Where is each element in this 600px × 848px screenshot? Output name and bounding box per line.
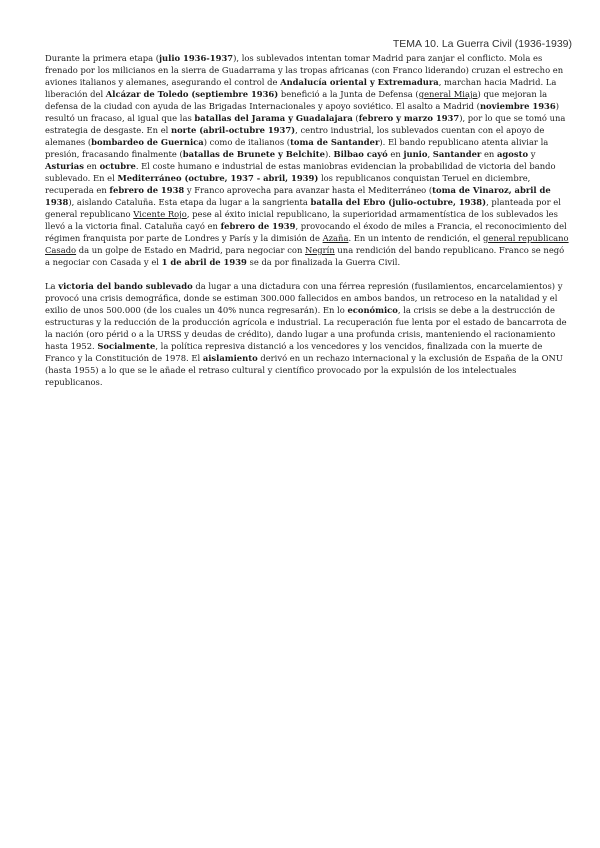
text-run: en xyxy=(387,149,404,159)
bold-text: batallas del Jarama y Guadalajara xyxy=(194,113,353,123)
bold-text: toma de Santander xyxy=(290,137,380,147)
text-run: ), aislando Cataluña. Esta etapa da lugar a la sangrienta xyxy=(68,197,311,207)
bold-text: norte (abril-octubre 1937) xyxy=(171,125,296,135)
bold-text: agosto xyxy=(497,149,529,159)
text-run: . En un intento de rendición, el xyxy=(348,233,484,243)
underlined-name: general Miaja xyxy=(418,89,478,99)
text-run: una rendición del bando republicano. Franco se negó a negociar con Casada y el xyxy=(45,245,565,267)
bold-text: Mediterráneo (octubre, 1937 - abril, 1939) xyxy=(117,173,319,183)
text-run: , marchan hacia Madrid. La liberación del xyxy=(45,77,557,99)
text-run: Durante la primera etapa ( xyxy=(45,53,160,63)
text-run: , la política represiva distanció a los vencedores y los vencidos, finalizada con la muerte de Franco y la Constitución de 1978. El xyxy=(45,341,543,363)
bold-text: julio 1936-1937 xyxy=(159,53,234,63)
text-run: , pese al éxito inicial republicano, la superioridad armamentística de los sublevados les llevó a la victoria final. Cataluña cayó en xyxy=(45,209,558,231)
bold-text: batalla del Ebro (julio-octubre, 1938) xyxy=(310,197,487,207)
bold-text: noviembre 1936 xyxy=(479,101,556,111)
text-run: ). xyxy=(324,149,334,159)
bold-text: económico xyxy=(347,305,398,315)
text-run: , la crisis se debe a la destrucción de estructuras y la reducción de la producción agrícola e industrial. La recuperación fue lenta por el estado de bancarrota de la nación (oro périd o a la URSS y deudas de crédito), dando lugar a una profunda crisis, manteniendo el racionamiento hasta 1952. xyxy=(45,305,567,351)
text-run: los republicanos conquistan Teruel en diciembre, recuperada en xyxy=(45,173,531,195)
bold-text: Socialmente xyxy=(97,341,156,351)
bold-text: Andalucía oriental y Extremadura xyxy=(280,77,439,87)
paragraph-2 xyxy=(45,280,569,388)
text-run: ). El bando republicano atenta aliviar la presión, fracasando finalmente ( xyxy=(45,137,549,159)
underlined-name: general republicano Casado xyxy=(45,233,569,255)
document-body xyxy=(45,52,569,400)
text-run: ) que mejoran la defensa de la ciudad con ayuda de las Brigadas Internacionales y apoyo soviético. El asalto a Madrid ( xyxy=(45,89,548,111)
bold-text: 1 de abril de 1939 xyxy=(161,257,247,267)
text-run: ), los sublevados intentan tomar Madrid para zanjar el conflicto. Mola es frenado por los milicianos en la sierra de Guadarrama y las tropas africanas (con Franco liderando) cruzan el estrecho en aviones italianos y alemanes, asegurando el control de xyxy=(45,53,564,87)
bold-text: febrero de 1938 xyxy=(109,185,185,195)
bold-text: bombardeo de Guernica xyxy=(91,137,204,147)
bold-text: aislamiento xyxy=(202,353,258,363)
text-run: se da por finalizada la Guerra Civil. xyxy=(246,257,401,267)
bold-text: febrero y marzo 1937 xyxy=(358,113,460,123)
bold-text: Bilbao cayó xyxy=(333,149,388,159)
underlined-name: Vicente Rojo xyxy=(133,209,187,219)
text-run: y xyxy=(528,149,536,159)
text-run: , provocando el éxodo de miles a Francia, el reconocimiento del régimen franquista por parte de Londres y París y la dimisión de xyxy=(45,221,567,243)
text-run: da lugar a una dictadura con una férrea represión (fusilamientos, encarcelamientos) y provocó una crisis demográfica, donde se estiman 300.000 fallecidos en ambos bandos, un retroceso en la natalidad y el exilio de unos 500.000 (de los cuales un 40% nunca regresarán). En lo xyxy=(45,281,563,315)
text-run: y Franco aprovecha para avanzar hasta el Mediterráneo ( xyxy=(184,185,433,195)
underlined-name: Negrín xyxy=(305,245,335,255)
text-run: benefició a la Junta de Defensa ( xyxy=(278,89,419,99)
bold-text: Alcázar de Toledo (septiembre 1936) xyxy=(105,89,279,99)
page-header-title: TEMA 10. La Guerra Civil (1936-1939) xyxy=(392,38,572,50)
text-run: en xyxy=(481,149,497,159)
paragraph-1 xyxy=(45,52,569,268)
bold-text: octubre xyxy=(99,161,136,171)
text-run: La xyxy=(45,281,59,291)
bold-text: batallas de Brunete y Belchite xyxy=(182,149,325,159)
text-run: , centro industrial, los sublevados cuentan con el apoyo de alemanes ( xyxy=(45,125,545,147)
bold-text: toma de Vinaroz, abril de 1938 xyxy=(45,185,551,207)
text-run: ), por lo que se tomó una estrategia de desgaste. En el xyxy=(45,113,566,135)
bold-text: victoria del bando sublevado xyxy=(58,281,193,291)
text-run: , xyxy=(427,149,433,159)
text-run: , planteada por el general republicano xyxy=(45,197,561,219)
bold-text: Santander xyxy=(432,149,482,159)
text-run: ( xyxy=(352,113,359,123)
text-run: derivó en un rechazo internacional y la exclusión de España de la ONU (hasta 1955) a lo que se le añade el retraso cultural y científico provocado por la expulsión de los intelectuales republicanos. xyxy=(45,353,563,387)
bold-text: febrero de 1939 xyxy=(220,221,296,231)
bold-text: junio xyxy=(403,149,428,159)
underlined-name: Azaña xyxy=(322,233,349,243)
text-run: ) como de italianos ( xyxy=(203,137,291,147)
text-run: . El coste humano e industrial de estas maniobras evidencian la probabilidad de victoria del bando sublevado. En el xyxy=(45,161,556,183)
text-run: ) resultó un fracaso, al igual que las xyxy=(45,101,559,123)
text-run: en xyxy=(83,161,100,171)
bold-text: Asturias xyxy=(45,161,84,171)
text-run: da un golpe de Estado en Madrid, para negociar con xyxy=(76,245,306,255)
